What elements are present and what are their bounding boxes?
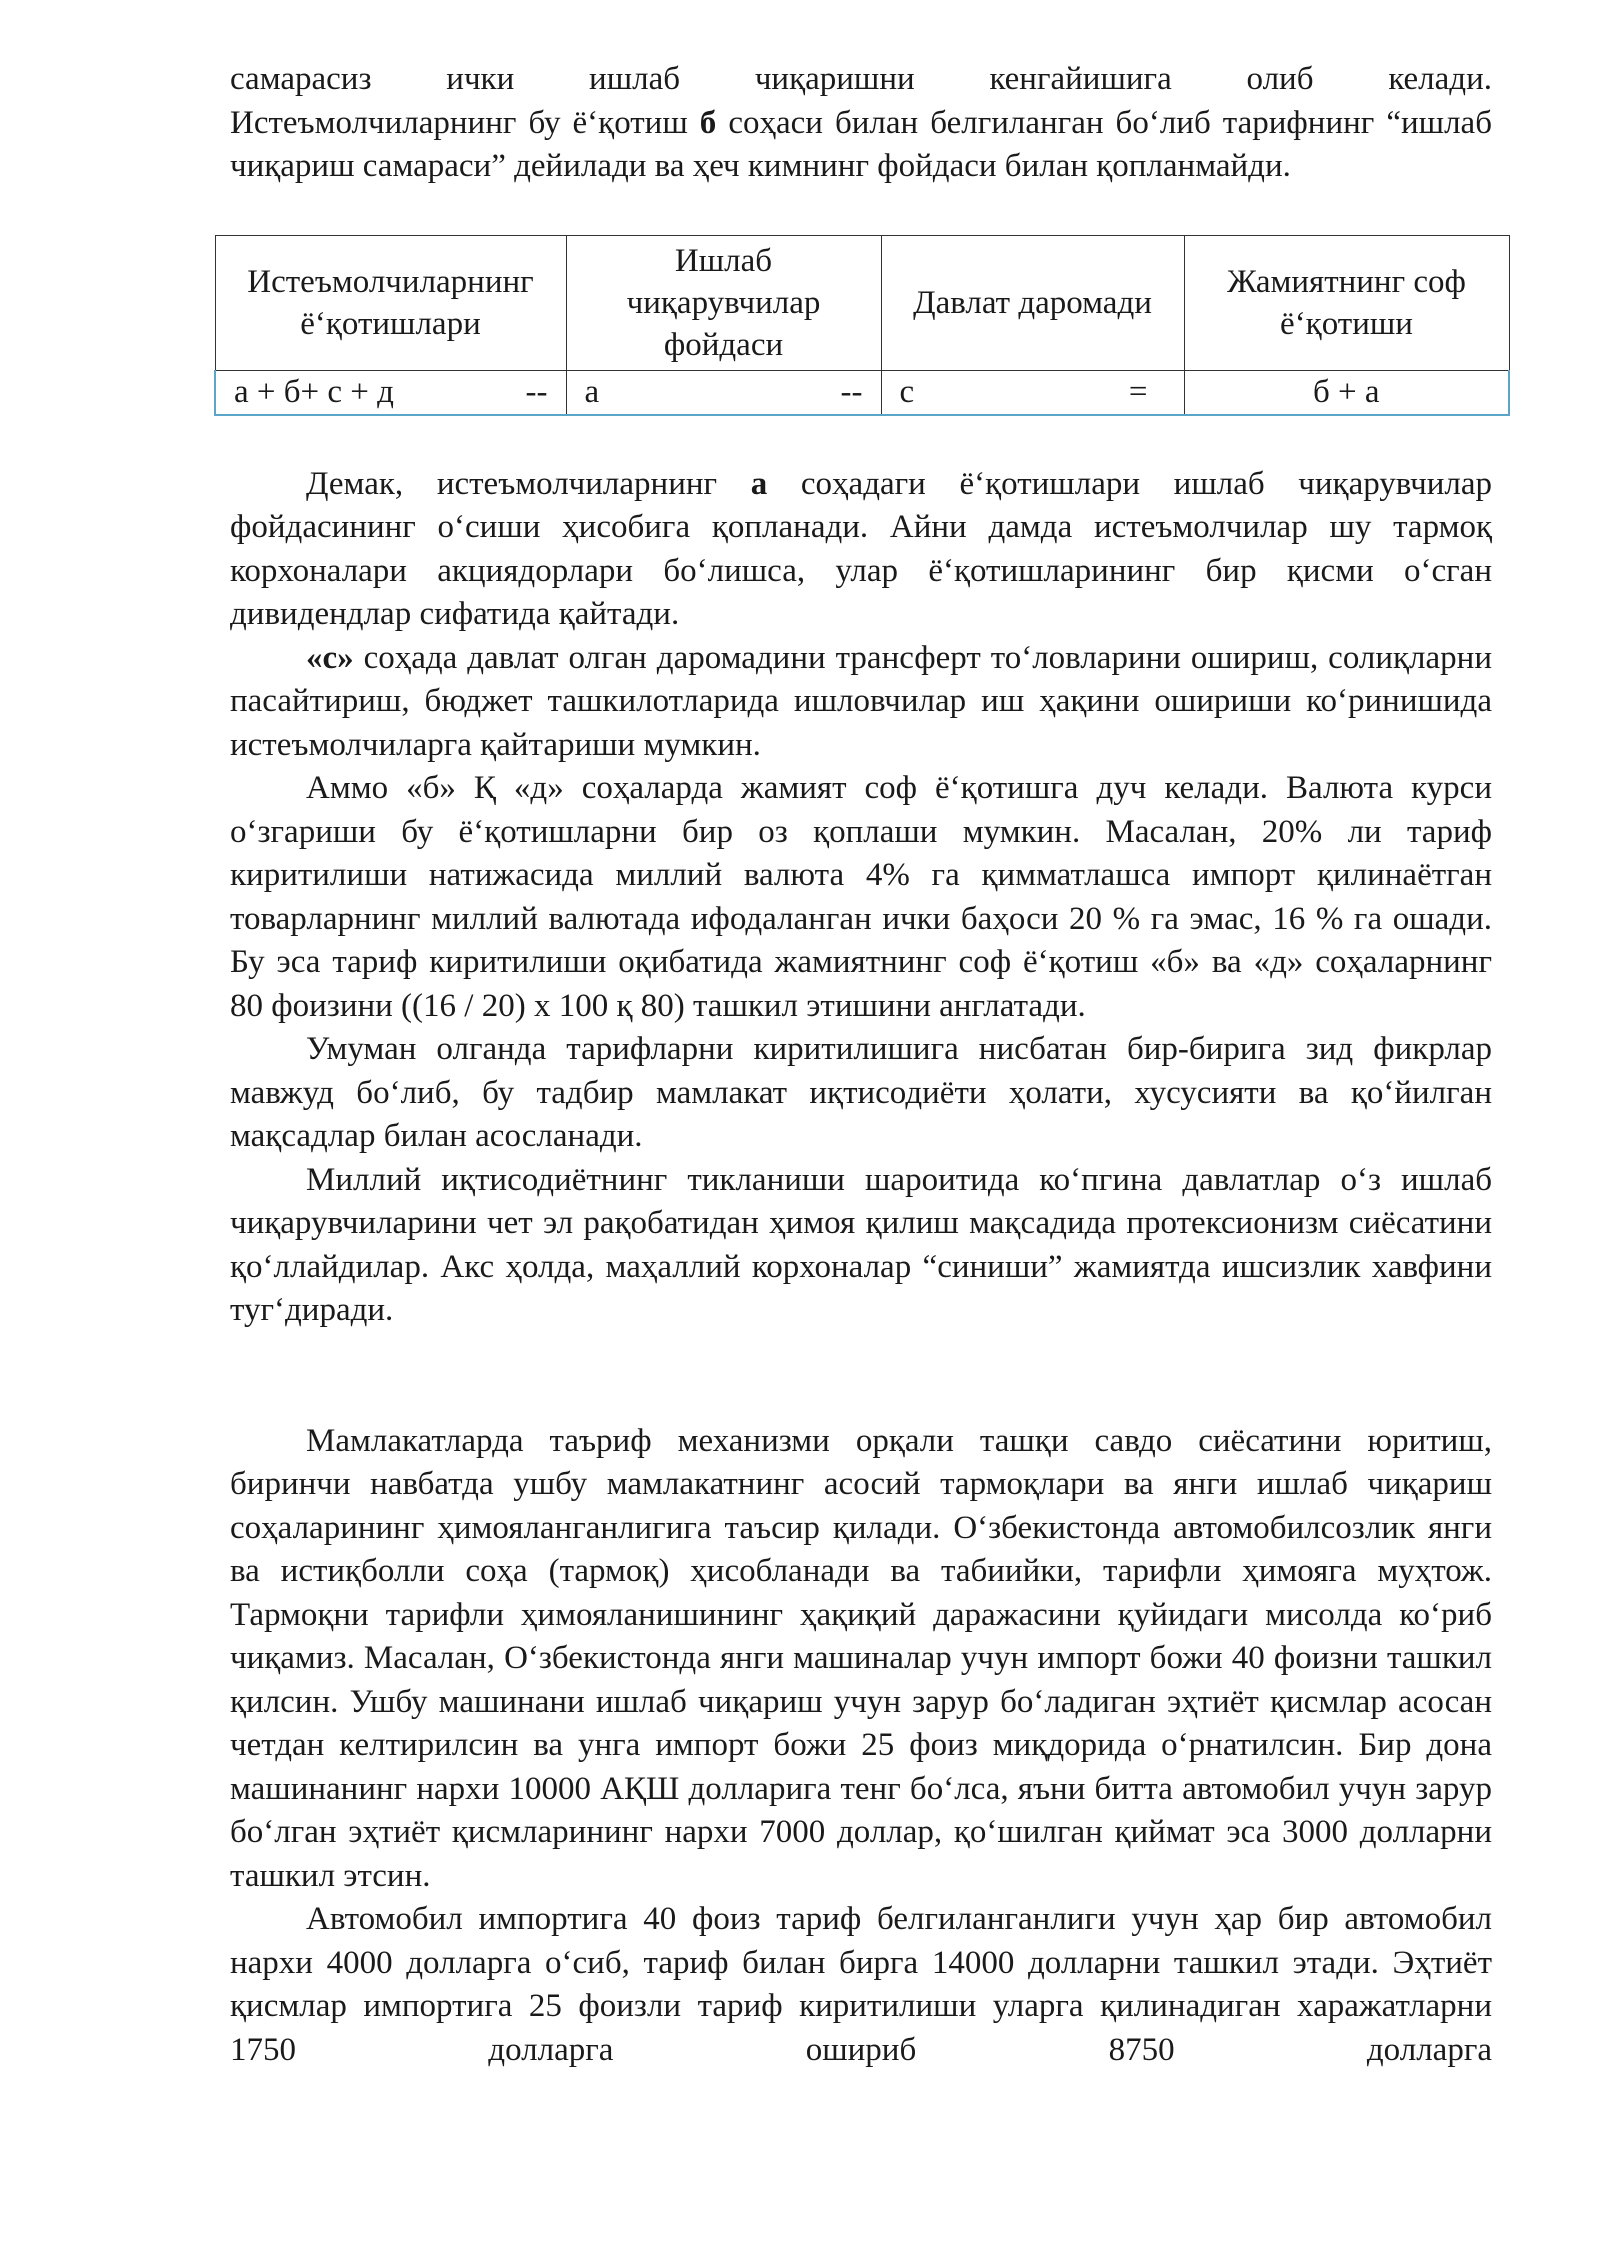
paragraph-1-post: соҳадаги ёʻқотишлари ишлаб чиқарувчилар фойдасининг оʻсиши ҳисобига қопланади. Айни дамда истеъмолчилар шу тармоқ корхоналари акциядорлари боʻлишса, улар ёʻқотишларининг бир қисми оʻсган дивидендлар сифатида қайтади. — [230, 465, 1493, 632]
cell-net-loss: б + а — [1184, 370, 1509, 415]
paragraph-1-pre: Демак, истеъмолчиларнинг — [306, 465, 751, 502]
table-header-row — [215, 235, 1509, 370]
cell-value: с — [899, 373, 915, 410]
paragraph-7: Автомобил импортига 40 фоиз тариф белгиланганлиги учун ҳар бир автомобил нархи 4000 долларга оʻсиб, тариф билан бирга 14000 долларни ташкил этади. Эҳтиёт қисмлар импортига 25 фоизли тариф киритилиши уларга қилинадиган харажатларни 1750 долларга ошириб 8750 долларга — [230, 1901, 1492, 2068]
paragraph-1 — [230, 463, 1492, 637]
cell-operator: = — [1128, 373, 1148, 410]
paragraph-2 — [230, 637, 1492, 768]
intro-line-1-text: самарасиз ички ишлаб чиқаришни кенгайишига олиб келади. — [230, 61, 1492, 97]
cell-operator: -- — [525, 373, 548, 410]
intro-line-1 — [230, 58, 1492, 102]
spacer — [230, 1333, 1492, 1420]
cell-value: а + б+ с + д — [234, 373, 394, 410]
spacer — [230, 416, 1492, 463]
spacer — [230, 189, 1492, 235]
paragraph-2-bold: «с» — [306, 639, 354, 676]
paragraph-3: Аммо «б» Қ «д» соҳаларда жамият соф ёʻқотишга дуч келади. Валюта курси оʻзгариши бу ёʻқотишларни бир оз қоплаши мумкин. Масалан, 20% ли тариф киритилиши натижасида миллий валюта 4% га қимматлашса импорт қилинаётган товарларнинг миллий валютада ифодаланган ички баҳоси 20 % га эмас, 16 % га ошади. Бу эса тариф киритилиши оқибатида жамиятнинг соф ёʻқотиш «б» ва «д» соҳаларнинг 80 фоизини ((16 / 20) х 100 қ 80) ташкил этишини англатади. — [230, 770, 1492, 1024]
header-producer-profit: Ишлаб чиқарувчилар фойдаси — [566, 235, 881, 370]
paragraph-5: Миллий иқтисодиётнинг тикланиши шароитида коʻпгина давлатлар оʻз ишлаб чиқарувчиларини чет эл рақобатидан ҳимоя қилиш мақсадида протексионизм сиёсатини қоʻллайдилар. Акс ҳолда, маҳаллий корхоналар “синиши” жамиятда ишсизлик хавфини тугʻдиради. — [230, 1161, 1492, 1328]
cell-producer-profit — [566, 370, 881, 415]
intro-bold-letter: б — [699, 104, 717, 141]
paragraph-2-post: соҳада давлат олган даромадини трансферт тоʻловларини ошириш, солиқларни пасайтириш, бюджет ташкилотларида ишловчилар иш ҳақини ошириши коʻринишида истеъмолчиларга қайтариши мумкин. — [230, 639, 1492, 763]
cell-consumer-losses — [215, 370, 566, 415]
loss-table — [214, 235, 1510, 416]
document-page — [230, 58, 1492, 2072]
paragraph-4: Умуман олганда тарифларни киритилишига нисбатан бир-бирига зид фикрлар мавжуд боʻлиб, бу тадбир мамлакат иқтисодиёти ҳолати, хусусияти ва қоʻйилган мақсадлар билан асосланади. — [230, 1031, 1492, 1154]
header-net-loss: Жамиятнинг соф ёʻқотиши — [1184, 235, 1509, 370]
header-state-revenue: Давлат даромади — [881, 235, 1184, 370]
cell-state-revenue — [881, 370, 1184, 415]
intro-text-post: соҳаси билан белгиланган боʻлиб тарифнинг “ишлаб чиқариш самараси” дейилади ва ҳеч кимнинг фойдаси билан қопланмайди. — [230, 104, 1492, 184]
intro-paragraph — [230, 102, 1492, 189]
paragraph-6: Мамлакатларда таъриф механизми орқали ташқи савдо сиёсатини юритиш, биринчи навбатда ушбу мамлакатнинг асосий тармоқлари ва янги ишлаб чиқариш соҳаларининг ҳимояланганлигига таъсир қилади. Оʻзбекистонда автомобилсозлик янги ва истиқболли соҳа (тармоқ) ҳисобланади ва табиийки, тарифли ҳимояга муҳтож. Тармоқни тарифли ҳимояланишининг ҳақиқий даражасини қуйидаги мисолда коʻриб чиқамиз. Масалан, Оʻзбекистонда янги машиналар учун импорт божи 40 фоизни ташкил қилсин. Ушбу машинани ишлаб чиқариш учун зарур боʻладиган эҳтиёт қисмлар асосан четдан келтирилсин ва унга импорт божи 25 фоиз миқдорида оʻрнатилсин. Бир дона машинанинг нархи 10000 АҚШ долларига тенг боʻлса, яъни битта автомобил учун зарур боʻлган эҳтиёт қисмларининг нархи 7000 доллар, қоʻшилган қиймат эса 3000 долларни ташкил этсин. — [230, 1422, 1492, 1894]
intro-text-pre: Истеъмолчиларнинг бу ёʻқотиш — [230, 104, 700, 141]
cell-operator: -- — [840, 373, 863, 410]
header-consumer-losses: Истеъмолчиларнинг ёʻқотишлари — [215, 235, 566, 370]
paragraph-1-bold: а — [750, 465, 768, 502]
table-row — [215, 370, 1509, 415]
cell-value: а — [584, 373, 600, 410]
